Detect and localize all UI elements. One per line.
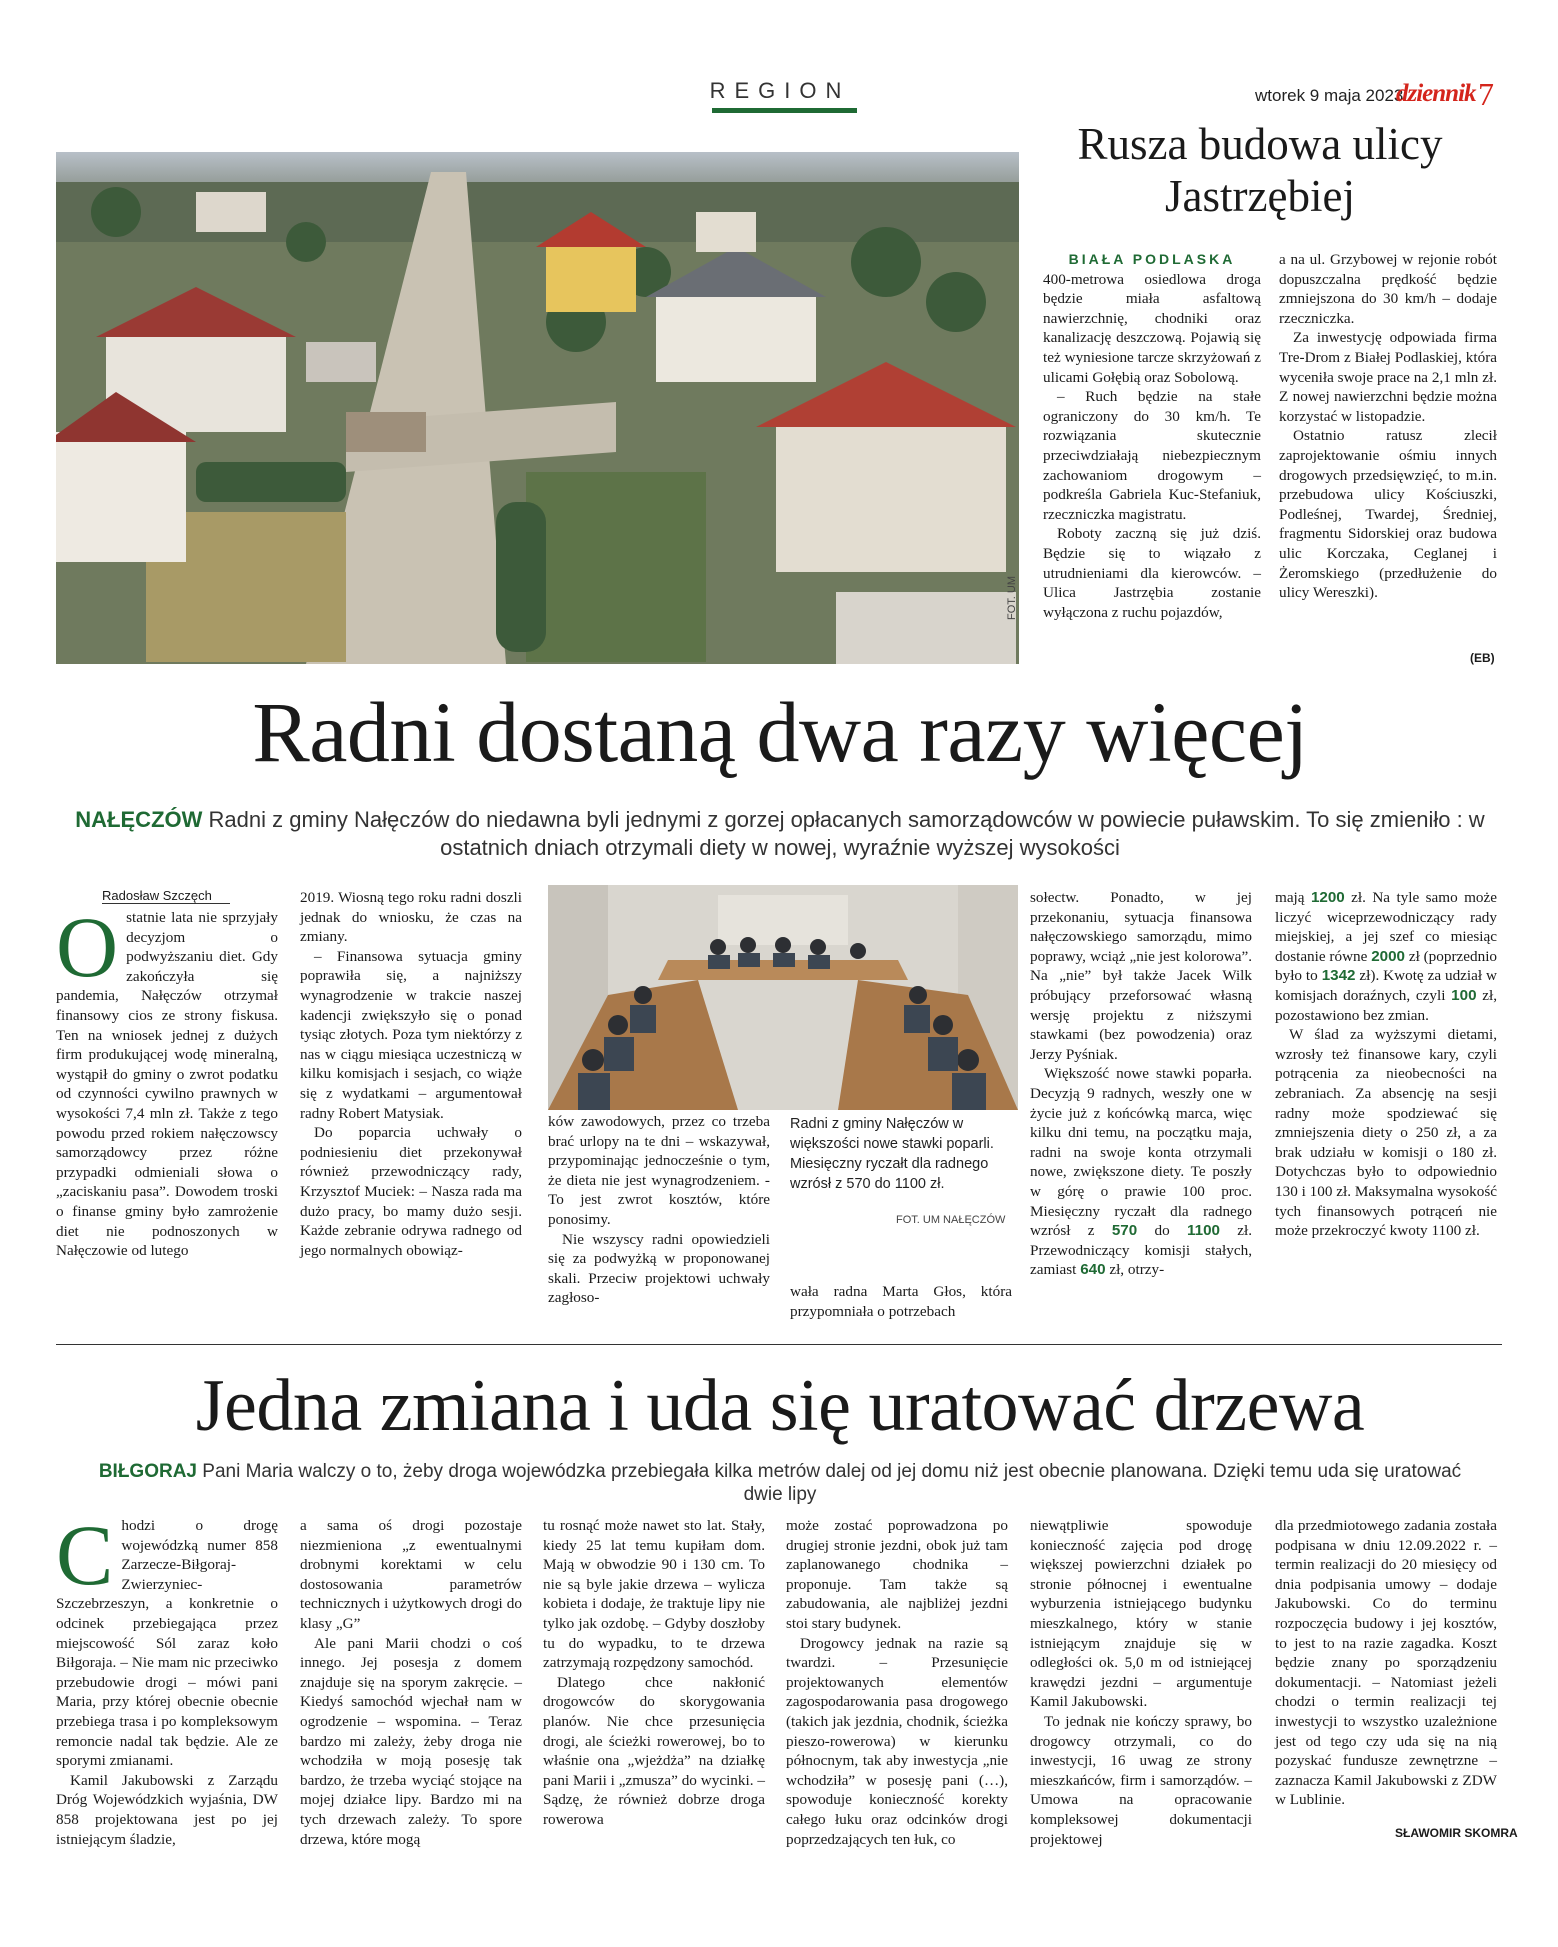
photo-credit: FOT. UM NAŁĘCZÓW [896, 1214, 1006, 1226]
article-column: a sama oś drogi pozostaje niezmieniona „z ewentualnymi drobnymi korektami w celu dostosowania parametrów technicznych i użytkowych drogi do klasy „G” Ale pani Marii chodzi o coś innego. Jej posesja z domem znajduje się na sporym zakręcie. – Kiedyś samochód wjechał nam w ogrodzenie – wspomina. – Teraz bardzo mi zależy, żeby droga nie wchodziła w moją posesję tak bardzo, że trzeba wyciąć stojące na mojej działce lipy. Bardzo mi na tych drzewach zależy. To spore drzewa, które mogą [300, 1517, 522, 1848]
drop-cap: O [56, 899, 119, 995]
article-column: niewątpliwie spowoduje konieczność zajęcia pod drogę większej powierzchni działek po stronie północnej i ewentualne wyburzenia istniejącego budynku mieszkalnego, który w stanie istniejącym znajduje się w odległości ok. 5,0 m od istniejącej krawędzi jezdni – argumentuje Kamil Jakubowski. To jednak nie kończy sprawy, bo drogowcy otrzymali, co do inwestycji, 16 uwag ze strony mieszkańców, firm i samorządów. – Umowa na opracowanie kompleksowej dokumentacji projektowej [1030, 1517, 1252, 1848]
dateline: BIAŁA PODLASKA [1068, 251, 1236, 267]
highlighted-amount: 570 [1111, 1222, 1138, 1240]
author-byline: Radosław Szczęch [102, 888, 230, 904]
section-underline [712, 108, 857, 113]
article-column: ków zawodowych, przez co trzeba brać urlopy na te dni – wskazywał, przypominając jednocześnie o tym, że dieta nie jest wynagrodzeniem. - To jest zwrot kosztów, które ponosimy. Nie wszyscy radni opowiedzieli się za podwyżką w proponowanej skali. Przeciw projektowi uchwały zagłoso- [548, 1113, 770, 1307]
article-column: sołectw. Ponadto, w jej przekonaniu, sytuacja finansowa nałęczowskiego samorządu, mimo poprawy, wciąż „nie jest kolorowa”. Na „nie” był także Jacek Wilk próbujący przeforsować własną wersję projektu z niższymi stawkami (bez powodzenia) oraz Jerzy Pyśniak. Większość nowe stawki poparła. Decyzją 9 radnych, weszły one w życie już z końcówką marca, więc kilku dni temu, na początku maja, radni na swoje konta otrzymali nowe, zwiększone diety. Te poszły w górę o prawie 100 proc. Miesięczny ryczałt dla radnego wzrósł z 570 do 1100 zł. Przewodniczący komisji stałych, zamiast 640 zł, otrzy- [1030, 889, 1253, 1279]
article-lead: NAŁĘCZÓW Radni z gminy Nałęczów do niedawna byli jednymi z gorzej opłacanych samorządowców w powiecie puławskim. To się zmieniło : w ostatnich dniach otrzymali diety w nowej, wyraźnie wyższej wysokości [75, 807, 1485, 860]
highlighted-amount: 640 [1080, 1261, 1106, 1279]
article-lead: BIŁGORAJ Pani Maria walczy o to, żeby droga wojewódzka przebiegała kilka metrów dalej od jej domu niż jest obecnie planowana. Dzięki temu uda się uratować dwie lipy [98, 1461, 1462, 1505]
highlighted-amount: 1200 [1310, 889, 1345, 906]
article-column: BIAŁA PODLASKA 400-metrowa osiedlowa droga będzie miała asfaltową nawierzchnię, chodniki oraz kanalizację deszczową. Pojawią się też wyniesione tarcze skrzyżowań z ulicami Gołębią oraz Sobolową. – Ruch będzie na stałe ograniczony do 30 km/h. Te rozwiązania skutecznie przeciwdziałają niebezpiecznym zachowaniom drogowym – podkreśla Gabriela Kuc-Stefaniuk, rzeczniczka magistratu. Roboty zaczną się już dziś. Będzie się to wiązało z utrudnieniami dla kierowców. – Ulica Jastrzębia zostanie wyłączona z ruchu pojazdów, [1043, 251, 1261, 621]
article-column: 2019. Wiosną tego roku radni doszli jednak do wniosku, że czas na zmiany. – Finansowa sytuacja gminy poprawiła się, a najniższy wynagrodzenie w trakcie naszej kadencji zwiększyło się o ponad tysiąc złotych. Poza tym niektórzy z nas w ciągu miesiąca uczestniczą w kilku komisjach i sesjach, co wiąże się z wydatkami – argumentował radny Robert Matysiak. Do poparcia uchwały o podniesieniu diet przekonywał również przewodniczący rady, Krzysztof Muciek: – Nasza rada ma dużo pracy, bo mamy dużo sesji. Każde zebranie odrywa radnego od jego normalnych obowiąz- [300, 889, 522, 1259]
council-meeting-photo [548, 885, 1018, 1110]
article-title: Rusza budowa ulicy Jastrzębiej [1077, 119, 1443, 221]
aerial-street-photo [56, 152, 1019, 664]
photo-credit: FOT. UM [1006, 576, 1018, 620]
article-column: C hodzi o drogę wojewódzką numer 858 Zarzecze-Biłgoraj-Zwierzyniec-Szczebrzeszyn, a konkretnie o odcinek przebiegająca przez miejscowość Sól zaraz koło Biłgoraja. – Nie mam nic przeciwko przebudowie drogi – mówi pani Maria, przy której obecnie obecnie przebiega trasa i po kompleksowym remoncie nadal tak będzie. Ale ze sporymi zmianami. Kamil Jakubowski z Zarządu Dróg Wojewódzkich wyjaśnia, DW 858 projektowana jest po jej istniejącym śladzie, [56, 1507, 278, 1848]
article-column: tu rosnąć może nawet sto lat. Stały, kiedy 25 lat temu kupiłam dom. Mają w obwodzie 90 i 130 cm. To nie są byle jakie drzewa – wylicza kobieta i dodaje, że traktuje lipy nie tylko jak ozdobę. – Gdyby doszłoby tu do wypadku, to te drzewa zatrzymają rozpędzony samochód. Dlatego chce nakłonić drogowców do skorygowania planów. Nie chce przesunięcia drogi, ale ścieżki rowerowej, bo to właśnie ona „wjeżdża” na działkę pani Marii i „zmusza” do wycinki. – Sądzę, że również dobrze droga rowerowa [543, 1517, 765, 1828]
article-column: O statnie lata nie sprzyjały decyzjom o podwyższaniu diet. Gdy zakończyła się pandemia, Nałęczów otrzymał finansowy cios ze strony fiskusa. Ten na wniosek jednej z dużych firm produkującej wodę mineralną, wystąpił do gminy o zwrot podatku od czynności cywilno prawnych w wysokości 7,4 mln zł. Także z tego powodu przed rokiem nałęczowscy samorządowcy przez różne przypadki odmieniali słowa o „zaciskaniu pasa”. Dowodem troski o finanse gminy było zamrożenie diet nie podnoszonych w Nałęczowie od lutego [56, 899, 278, 1260]
issue-date: wtorek 9 maja 2023 [1255, 86, 1404, 105]
highlighted-amount: 1342 [1321, 967, 1356, 985]
article-title: Radni dostaną dwa razy więcej [252, 684, 1308, 780]
article-column: może zostać poprowadzona po drugiej stronie jezdni, obok już tam zaplanowanego chodnika – proponuje. Tam także są zabudowania, ale najbliżej jezdni stoi stary budynek. Drogowcy jednak na razie są twardzi. – Przesunięcie projektowanych elementów zagospodarowania pasa drogowego (takich jak jezdnia, chodnik, ścieżka pieszo-rowerowa) w kierunku północnym, tak aby inwestycja „nie wchodziła” w posesję pani (…), spowoduje konieczność korekty całego łuku oraz odcinków drogi poprzedzających ten łuk, co [786, 1517, 1008, 1848]
author-signature: SŁAWOMIR SKOMRA [1395, 1826, 1518, 1840]
highlighted-amount: 100 [1451, 986, 1477, 1004]
page-number: 7 [1478, 76, 1494, 112]
article-column: mają 1200 zł. Na tyle samo może liczyć wiceprzewodniczący rady miejskiej, a jej szef co miesiąc dostanie równe 2000 zł (poprzednio było to 1342 zł). Kwotę za udział w komisjach doraźnych, czyli 100 zł, pozostawiono bez zmian. W ślad za wyższymi dietami, wzrosły też finansowe kary, czyli potrącenia za nieobecności na zebraniach. Za absencję na sesji radny może spodziewać się zmniejszenia diety o 250 zł, a za brak udziału w komisji o 180 zł. Dotychczas było to odpowiednio 130 i 100 zł. Maksymalna wysokość tych finansowych potrąceń nie może przekroczyć kwoty 1100 zł. [1275, 889, 1498, 1240]
photo-caption: Radni z gminy Nałęczów w większości nowe stawki poparli. Miesięczny ryczałt dla radnego wzrósł z 570 do 1100 zł. [790, 1116, 994, 1192]
author-signature: (EB) [1470, 651, 1495, 665]
article-title: Jedna zmiana i uda się uratować drzewa [195, 1365, 1365, 1447]
article-column: wała radna Marta Głos, która przypomniała o potrzebach [790, 1283, 1012, 1320]
newspaper-logo: dziennik [1396, 80, 1476, 107]
section-label: REGION [709, 78, 851, 103]
article-column: a na ul. Grzybowej w rejonie robót dopuszczalna prędkość będzie zmniejszona do 30 km/h – dodaje rzeczniczka. Za inwestycję odpowiada firma Tre-Drom z Białej Podlaskiej, która wyceniła swoje prace na 2,1 mln zł. Z nowej nawierzchni będzie można korzystać w listopadzie. Ostatnio ratusz zlecił zaprojektowanie ośmiu innych drogowych przedsięwzięć, to m.in. przebudowa ulicy Kościuszki, Podleśnej, Twardej, Średniej, fragmentu Sidorskiej oraz budowa ulic Korczaka, Ceglanej i Żeromskiego (przedłużenie do ulicy Wereszki). [1279, 251, 1497, 602]
highlighted-amount: 1100 [1187, 1222, 1220, 1240]
article-column: dla przedmiotowego zadania została podpisana w dniu 12.09.2022 r. – termin realizacji do 20 miesięcy od dnia podpisania umowy – dodaje Jakubowski. Co do terminu rozpoczęcia budowy i jej kosztów, to jest to na razie zagadka. Koszt będzie znany po sporządzeniu dokumentacji. – Natomiast jeżeli chodzi o termin realizacji tej inwestycji to wszystko uzależnione jest od tego czy uda się na nią pozyskać fundusze zewnętrzne – zaznacza Kamil Jakubowski z ZDW w Lublinie. [1275, 1517, 1497, 1809]
highlighted-amount: 2000 [1371, 947, 1406, 965]
drop-cap: C [56, 1507, 114, 1603]
section-divider [56, 1344, 1502, 1345]
